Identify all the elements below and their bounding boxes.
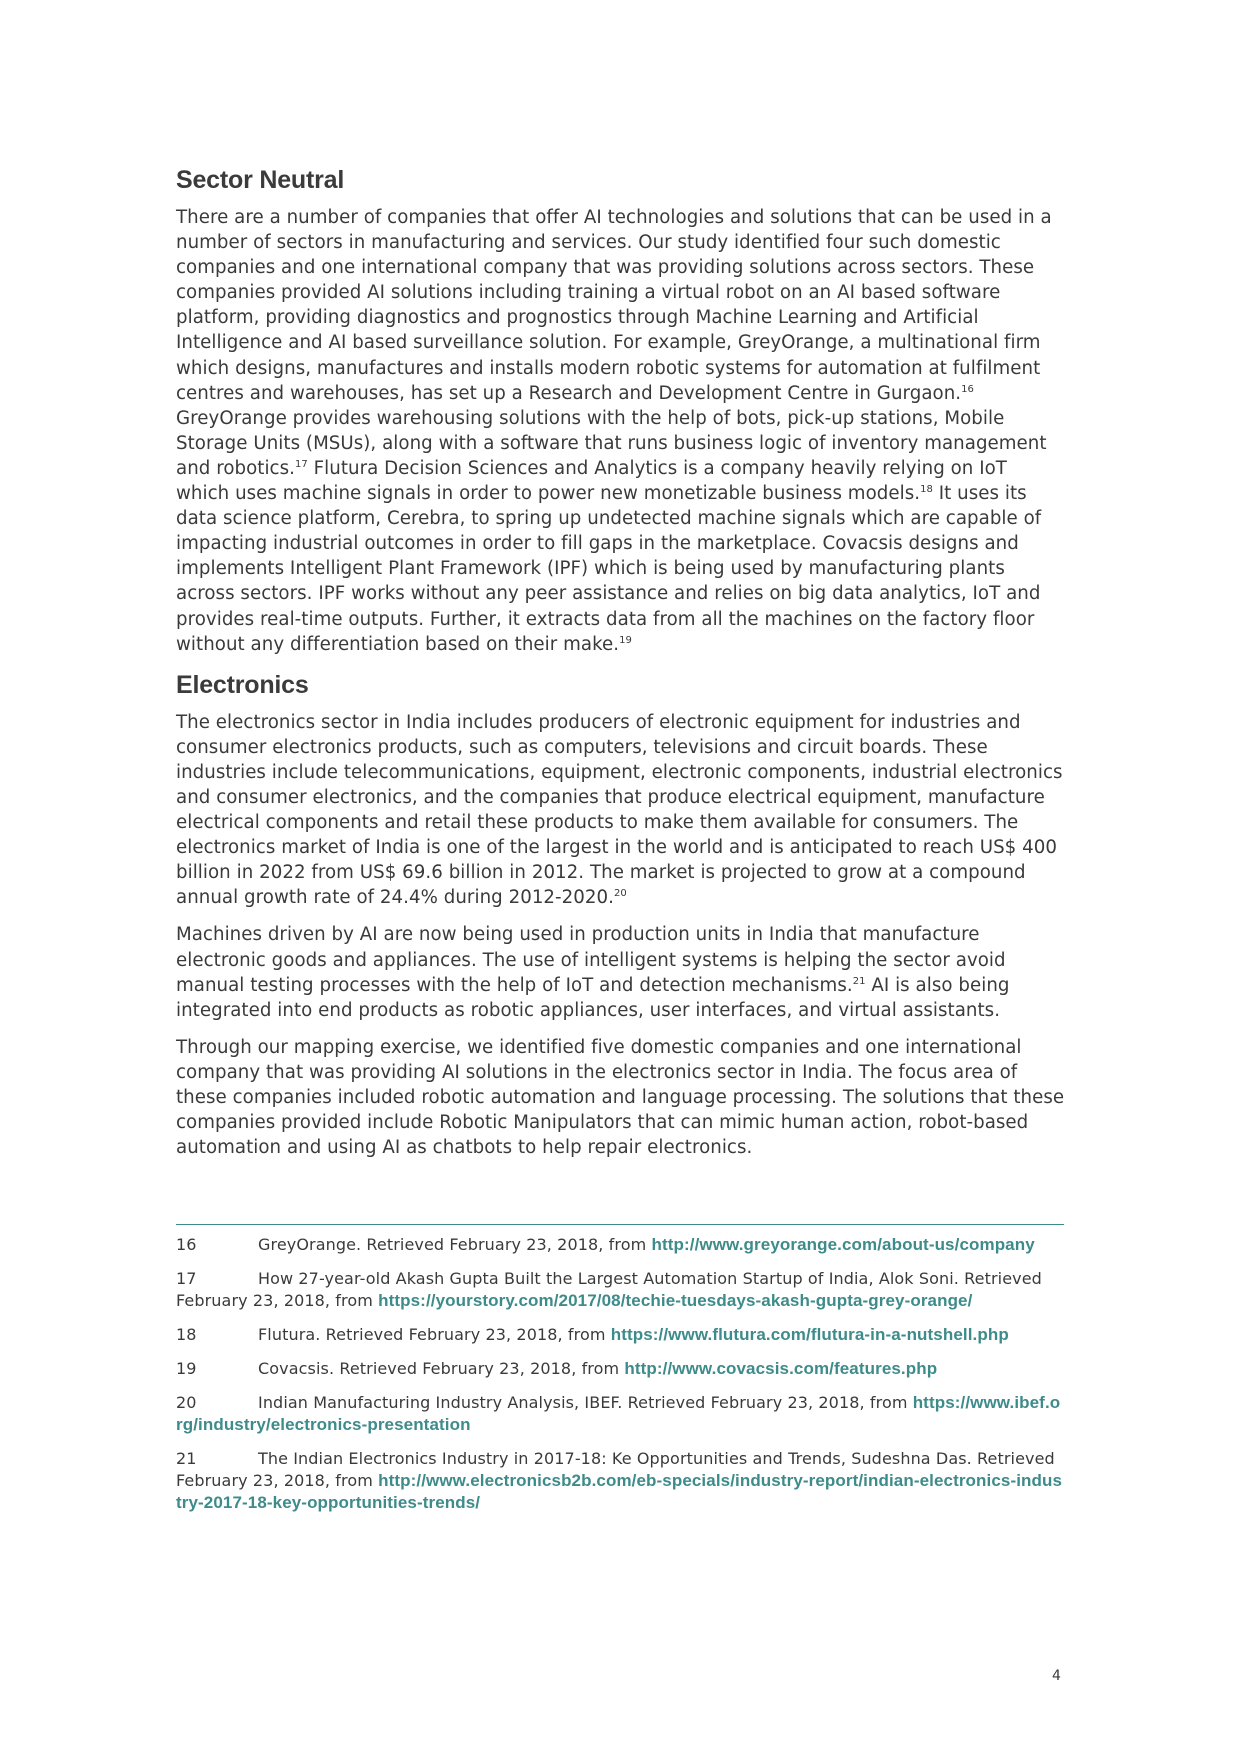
footnote-link[interactable]: http://www.greyorange.com/about-us/company (651, 1235, 1035, 1254)
footnote-19 (176, 1358, 1066, 1380)
footnote-number: 20 (176, 1393, 197, 1412)
footnote-text: Indian Manufacturing Industry Analysis, IBEF. Retrieved February 23, 2018, from (258, 1393, 913, 1412)
main-content (176, 166, 1066, 1160)
footnote-number: 21 (176, 1449, 197, 1468)
footnote-link[interactable]: http://www.electronicsb2b.com/eb-specials/industry-report/indian-electronics-industry-2017-18-key-opportunities-trends/ (176, 1471, 1063, 1512)
footnote-text: GreyOrange. Retrieved February 23, 2018, from (258, 1235, 652, 1254)
footnote-ref-17[interactable]: 17 (294, 458, 308, 470)
footnote-18 (176, 1324, 1066, 1346)
footnote-text: Flutura. Retrieved February 23, 2018, from (258, 1325, 611, 1344)
para-text: There are a number of companies that offer AI technologies and solutions that can be used in a number of sectors in manufacturing and services. Our study identified four such domestic companies and one international company that was providing solutions across sectors. These companies provided AI solutions including training a virtual robot on an AI based software platform, providing diagnostics and prognostics through Machine Learning and Artificial Intelligence and AI based surveillance solution. For example, GreyOrange, a multinational firm which designs, manufactures and installs modern robotic systems for automation at fulfilment centres and warehouses, has set up a Research and Development Centre in Gurgaon. (176, 207, 1052, 404)
para-text: Machines driven by AI are now being used in production units in India that manufacture electronic goods and appliances. The use of intelligent systems is helping the sector avoid manual testing processes with the help of IoT and detection mechanisms. (176, 924, 1006, 996)
para-text: Flutura Decision Sciences and Analytics is a company heavily relying on IoT which uses machine signals in order to power new monetizable business models. (176, 457, 1007, 505)
footnote-17 (176, 1268, 1066, 1312)
para-text: AI is also being integrated into end products as robotic appliances, user interfaces, and virtual assistants. (176, 974, 1010, 1021)
footnote-16 (176, 1234, 1066, 1256)
footnote-text: The Indian Electronics Industry in 2017-18: Ke Opportunities and Trends, Sudeshna Das. Retrieved February 23, 2018, from (176, 1449, 1055, 1490)
footnote-ref-18[interactable]: 18 (920, 483, 933, 495)
footnote-link[interactable]: http://www.covacsis.com/features.php (624, 1359, 938, 1378)
footnote-21 (176, 1448, 1066, 1514)
electronics-paragraph-1 (176, 710, 1066, 911)
footnote-link[interactable]: https://yourstory.com/2017/08/techie-tuesdays-akash-gupta-grey-orange/ (378, 1291, 973, 1310)
footnote-link[interactable]: https://www.ibef.org/industry/electronics-presentation (176, 1393, 1061, 1434)
para-text: Through our mapping exercise, we identified five domestic companies and one international company that was providing AI solutions in the electronics sector in India. The focus area of these companies included robotic automation and language processing. The solutions that these companies provided include Robotic Manipulators that can mimic human action, robot-based automation and using AI as chatbots to help repair electronics. (176, 1036, 1065, 1159)
footnote-link[interactable]: https://www.flutura.com/flutura-in-a-nutshell.php (610, 1325, 1009, 1344)
footnote-text: Covacsis. Retrieved February 23, 2018, from (258, 1359, 625, 1378)
section-heading-sector-neutral: Sector Neutral (176, 166, 345, 194)
para-text: The electronics sector in India includes producers of electronic equipment for industries and consumer electronics products, such as computers, televisions and circuit boards. These industries include telecommunications, equipment, electronic components, industrial electronics and consumer electronics, and the companies that produce electrical equipment, manufacture electrical components and retail these products to make them available for consumers. The electronics market of India is one of the largest in the world and is anticipated to reach US$ 400 billion in 2022 from US$ 69.6 billion in 2012. The market is projected to grow at a compound annual growth rate of 24.4% during 2012-2020. (176, 711, 1063, 909)
footnote-ref-16[interactable]: 16 (961, 383, 974, 395)
footnote-divider (176, 1224, 1064, 1225)
para-text: GreyOrange provides warehousing solutions with the help of bots, pick-up stations, Mobile Storage Units (MSUs), along with a software that runs business logic of inventory management and robotics. (176, 407, 1047, 479)
page-number: 4 (1052, 1668, 1061, 1684)
footnote-number: 16 (176, 1235, 197, 1254)
footnotes (176, 1234, 1066, 1526)
footnote-number: 18 (176, 1325, 197, 1344)
footnote-number: 19 (176, 1359, 197, 1378)
footnote-number: 17 (176, 1269, 197, 1288)
footnote-ref-21[interactable]: 21 (852, 975, 866, 987)
sector-neutral-paragraph-1 (176, 205, 1066, 657)
electronics-paragraph-2 (176, 922, 1066, 1022)
footnote-ref-19[interactable]: 19 (619, 634, 632, 646)
footnote-text: How 27-year-old Akash Gupta Built the Largest Automation Startup of India, Alok Soni. Retrieved February 23, 2018, from (176, 1269, 1042, 1310)
para-text: It uses its data science platform, Cerebra, to spring up undetected machine signals which are capable of impacting industrial outcomes in order to fill gaps in the marketplace. Covacsis designs and implements Intelligent Plant Framework (IPF) which is being used by manufacturing plants across sectors. IPF works without any peer assistance and relies on big data analytics, IoT and provides real-time outputs. Further, it extracts data from all the machines on the factory floor without any differentiation based on their make. (176, 483, 1042, 655)
section-heading-electronics: Electronics (176, 670, 309, 699)
footnote-20 (176, 1392, 1066, 1436)
electronics-paragraph-3 (176, 1035, 1066, 1160)
footnote-ref-20[interactable]: 20 (614, 888, 627, 900)
